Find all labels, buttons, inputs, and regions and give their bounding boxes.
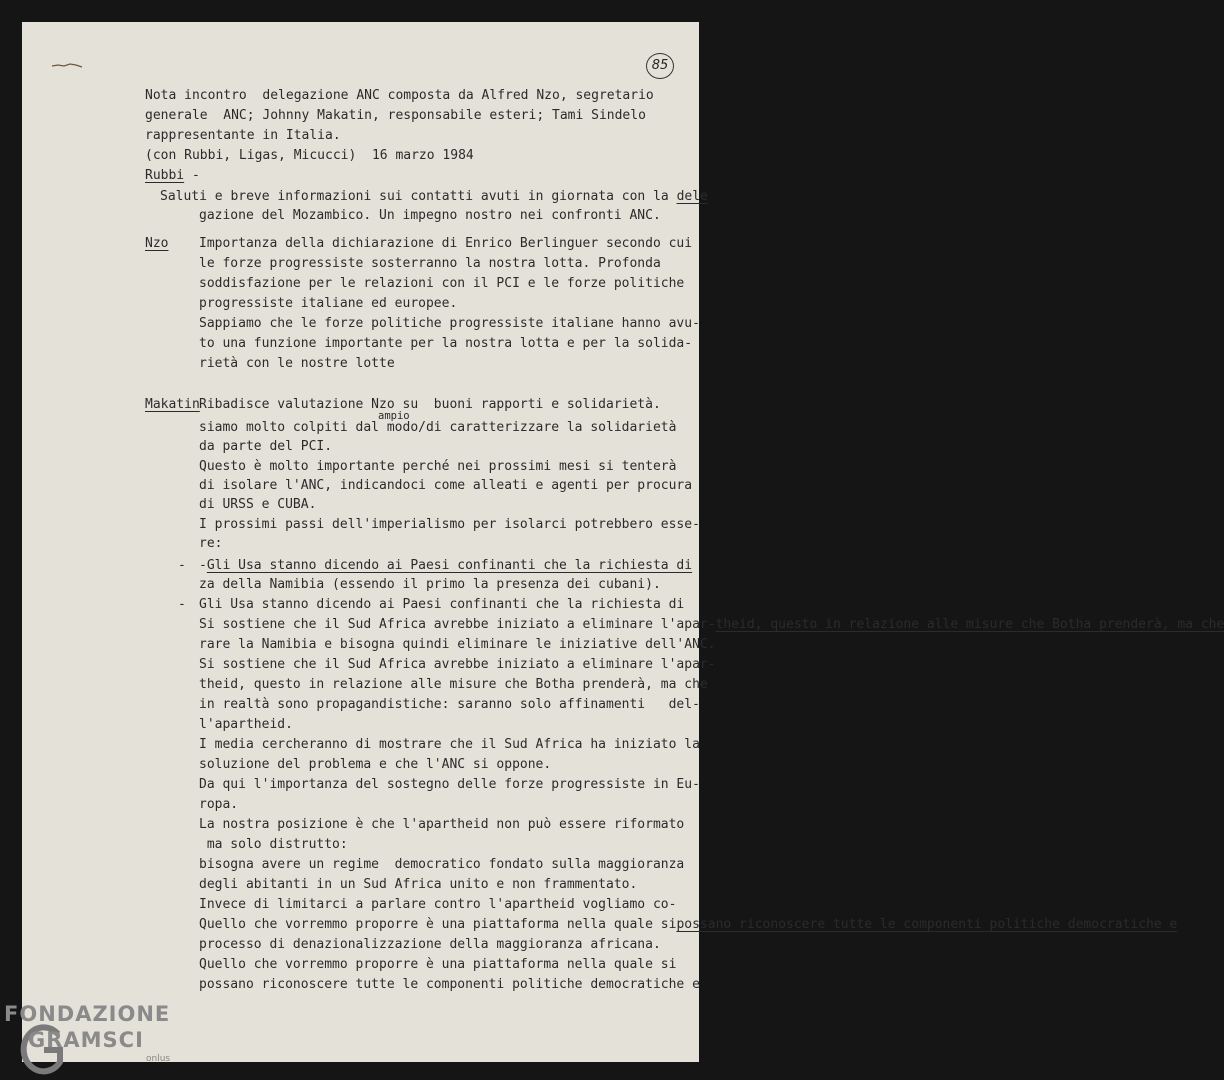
text-line: rappresentante in Italia. — [145, 128, 341, 143]
text-line: rietà con le nostre lotte — [199, 356, 395, 371]
text-fragment: Gli Usa stanno dicendo ai Paesi confinanti che la richiesta di — [206, 558, 693, 573]
text-line: gazione del Mozambico. Un impegno nostro nei confronti ANC. — [199, 208, 661, 223]
text-line: to una funzione importante per la nostra lotta e per la solida- — [199, 336, 693, 351]
speaker-rubbi: Rubbi — [145, 168, 185, 183]
text-fragment: - — [184, 168, 200, 183]
text-line: I prossimi passi dell'imperialismo per isolarci potrebbero esse- — [199, 517, 700, 532]
handwritten-page-number: 85 — [646, 53, 674, 79]
text-line: Sappiamo che le forze politiche progressiste italiane hanno avu- — [199, 316, 700, 331]
text-line: Invece di limitarci a parlare contro l'apartheid vogliamo co- — [199, 897, 677, 912]
watermark-line2: GRAMSCI — [28, 1028, 144, 1052]
text-line: Gli Usa stanno dicendo ai Paesi confinanti che la richiesta di — [199, 597, 685, 612]
list-bullet: - — [178, 558, 186, 573]
text-line — [160, 189, 708, 205]
text-line: I media cercheranno di mostrare che il Sud Africa ha iniziato la — [199, 737, 700, 752]
text-fragment: Quello che vorremmo proporre è una piattaforma nella quale si — [199, 917, 677, 932]
text-line: Nota incontro delegazione ANC composta da Alfred Nzo, segretario — [145, 88, 654, 103]
text-line — [145, 168, 200, 184]
text-fragment: Nzo — [145, 236, 169, 251]
text-line: re: — [199, 536, 223, 551]
text-line — [199, 917, 1177, 933]
text-line: degli abitanti in un Sud Africa unito e non frammentato. — [199, 877, 638, 892]
speaker-nzo — [145, 236, 168, 252]
text-line: theid, questo in relazione alle misure che Botha prenderà, ma che — [199, 677, 708, 692]
text-line: progressiste italiane ed europee. — [199, 296, 458, 311]
text-line: Importanza della dichiarazione di Enrico Berlinguer secondo cui — [199, 236, 693, 251]
text-fragment: - — [199, 558, 207, 573]
text-line: Questo è molto importante perché nei prossimi mesi si tenterà — [199, 459, 677, 474]
text-line: ropa. — [199, 797, 239, 812]
text-line: in realtà sono propagandistiche: saranno solo affinamenti del- — [199, 697, 700, 712]
text-line: (con Rubbi, Ligas, Micucci) 16 marzo 1984 — [145, 148, 474, 163]
text-fragment: theid, questo in relazione alle misure che Botha prenderà, ma che — [715, 617, 1224, 632]
text-fragment: Makatin — [145, 397, 200, 412]
text-line: le forze progressiste sosterranno la nostra lotta. Profonda — [199, 256, 661, 271]
text-line: generale ANC; Johnny Makatin, responsabile esteri; Tami Sindelo — [145, 108, 646, 123]
speaker-makatin — [145, 397, 200, 413]
text-line: possano riconoscere tutte le componenti politiche democratiche e — [199, 977, 700, 992]
watermark-logo — [0, 998, 180, 1080]
text-fragment: dele — [676, 189, 708, 204]
text-line: soddisfazione per le relazioni con il PCI e le forze politiche — [199, 276, 685, 291]
text-fragment: Si sostiene che il Sud Africa avrebbe iniziato a eliminare l'apar- — [199, 617, 716, 632]
handwritten-annotation: ampio — [378, 410, 410, 422]
text-line: di URSS e CUBA. — [199, 497, 317, 512]
text-line — [199, 617, 1224, 633]
text-line: da parte del PCI. — [199, 439, 333, 454]
text-line: siamo molto colpiti dal modo/di caratterizzare la solidarietà — [199, 420, 677, 435]
text-line: Quello che vorremmo proporre è una piattaforma nella quale si — [199, 957, 677, 972]
text-fragment: Saluti e breve informazioni sui contatti avuti in giornata con la — [160, 189, 677, 204]
text-line: bisogna avere un regime democratico fondato sulla maggioranza — [199, 857, 685, 872]
watermark-line1: FONDAZIONE — [4, 1002, 171, 1026]
text-line — [199, 558, 692, 574]
text-line: Da qui l'importanza del sostegno delle forze progressiste in Eu- — [199, 777, 700, 792]
text-line: za della Namibia (essendo il primo la presenza dei cubani). — [199, 577, 661, 592]
list-bullet: - — [178, 597, 186, 612]
text-line: Si sostiene che il Sud Africa avrebbe iniziato a eliminare l'apar- — [199, 657, 716, 672]
text-line: processo di denazionalizzazione della maggioranza africana. — [199, 937, 661, 952]
text-line: Ribadisce valutazione Nzo su buoni rapporti e solidarietà. — [199, 397, 661, 412]
ink-mark-icon — [52, 62, 82, 68]
watermark-suffix: onlus — [146, 1054, 171, 1064]
text-fragment: possano riconoscere tutte le componenti politiche democratiche e — [676, 917, 1178, 932]
text-line: La nostra posizione è che l'apartheid non può essere riformato — [199, 817, 685, 832]
text-line: ma solo distrutto: — [199, 837, 348, 852]
text-line: rare la Namibia e bisogna quindi eliminare le iniziative dell'ANC. — [199, 637, 716, 652]
text-line: soluzione del problema e che l'ANC si oppone. — [199, 757, 552, 772]
text-line: l'apartheid. — [199, 717, 293, 732]
text-line: di isolare l'ANC, indicandoci come alleati e agenti per procura — [199, 478, 693, 493]
